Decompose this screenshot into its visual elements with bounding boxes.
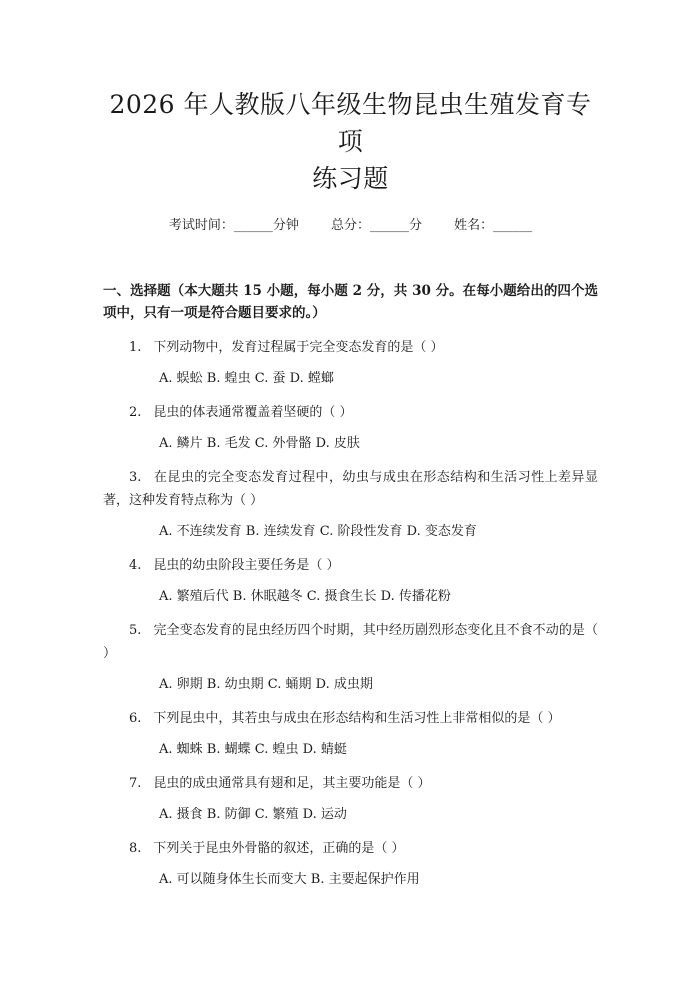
title-line-2: 练习题 xyxy=(312,164,389,193)
question-number: 6. xyxy=(129,711,142,726)
question-number: 7. xyxy=(129,776,142,791)
question-item xyxy=(103,554,598,607)
question-options: A. 蜈蚣 B. 蝗虫 C. 蚕 D. 螳螂 xyxy=(159,371,334,386)
document-page xyxy=(0,86,700,991)
question-stem xyxy=(103,772,598,795)
question-options: A. 繁殖后代 B. 休眠越冬 C. 摄食生长 D. 传播花粉 xyxy=(159,589,451,604)
exam-time: 考试时间：______分钟 xyxy=(168,218,299,233)
question-stem xyxy=(103,466,598,512)
question-item xyxy=(103,401,598,454)
question-options: A. 卵期 B. 幼虫期 C. 蛹期 D. 成虫期 xyxy=(159,677,373,692)
question-item xyxy=(103,772,598,825)
question-number: 2. xyxy=(129,405,142,420)
question-stem xyxy=(103,554,598,577)
question-stem xyxy=(103,837,598,860)
question-number: 4. xyxy=(129,558,142,573)
question-item xyxy=(103,336,598,389)
question-text: 昆虫的成虫通常具有翅和足，其主要功能是（ ） xyxy=(153,776,431,791)
question-stem xyxy=(103,707,598,730)
exam-score: 总分：______分 xyxy=(330,218,422,233)
question-stem xyxy=(103,619,598,665)
question-number: 1. xyxy=(129,340,142,355)
section-heading: 一、选择题（本大题共 15 小题，每小题 2 分，共 30 分。在每小题给出的四个选项中，只有一项是符合题目要求的。） xyxy=(103,283,598,321)
question-list xyxy=(103,336,598,890)
question-options: A. 摄食 B. 防御 C. 繁殖 D. 运动 xyxy=(159,807,347,822)
question-text: 在昆虫的完全变态发育过程中，幼虫与成虫在形态结构和生活习性上差异显著，这种发育特点称为（ ） xyxy=(103,470,598,508)
question-text: 下列动物中，发育过程属于完全变态发育的是（ ） xyxy=(153,340,444,355)
question-item xyxy=(103,466,598,542)
exam-meta xyxy=(103,217,598,235)
question-number: 8. xyxy=(129,841,142,856)
question-item xyxy=(103,837,598,890)
question-options: A. 不连续发育 B. 连续发育 C. 阶段性发育 D. 变态发育 xyxy=(159,524,477,539)
question-options: A. 鳞片 B. 毛发 C. 外骨骼 D. 皮肤 xyxy=(159,436,360,451)
question-text: 完全变态发育的昆虫经历四个时期，其中经历剧烈形态变化且不食不动的是（ ） xyxy=(103,623,598,661)
question-text: 昆虫的幼虫阶段主要任务是（ ） xyxy=(153,558,340,573)
question-number: 5. xyxy=(129,623,142,638)
question-text: 下列关于昆虫外骨骼的叙述，正确的是（ ） xyxy=(153,841,405,856)
question-text: 下列昆虫中，其若虫与成虫在形态结构和生活习性上非常相似的是（ ） xyxy=(153,711,561,726)
title-line-1: 2026 年人教版八年级生物昆虫生殖发育专项 xyxy=(109,90,592,156)
question-text: 昆虫的体表通常覆盖着坚硬的（ ） xyxy=(153,405,353,420)
question-stem xyxy=(103,401,598,424)
question-options: A. 蜘蛛 B. 蝴蝶 C. 蝗虫 D. 蜻蜓 xyxy=(159,742,347,757)
question-item xyxy=(103,707,598,760)
document-title xyxy=(103,86,598,197)
question-options: A. 可以随身体生长而变大 B. 主要起保护作用 xyxy=(159,872,420,887)
question-stem xyxy=(103,336,598,359)
question-item xyxy=(103,619,598,695)
student-name: 姓名：______ xyxy=(454,218,533,233)
question-number: 3. xyxy=(129,470,142,485)
